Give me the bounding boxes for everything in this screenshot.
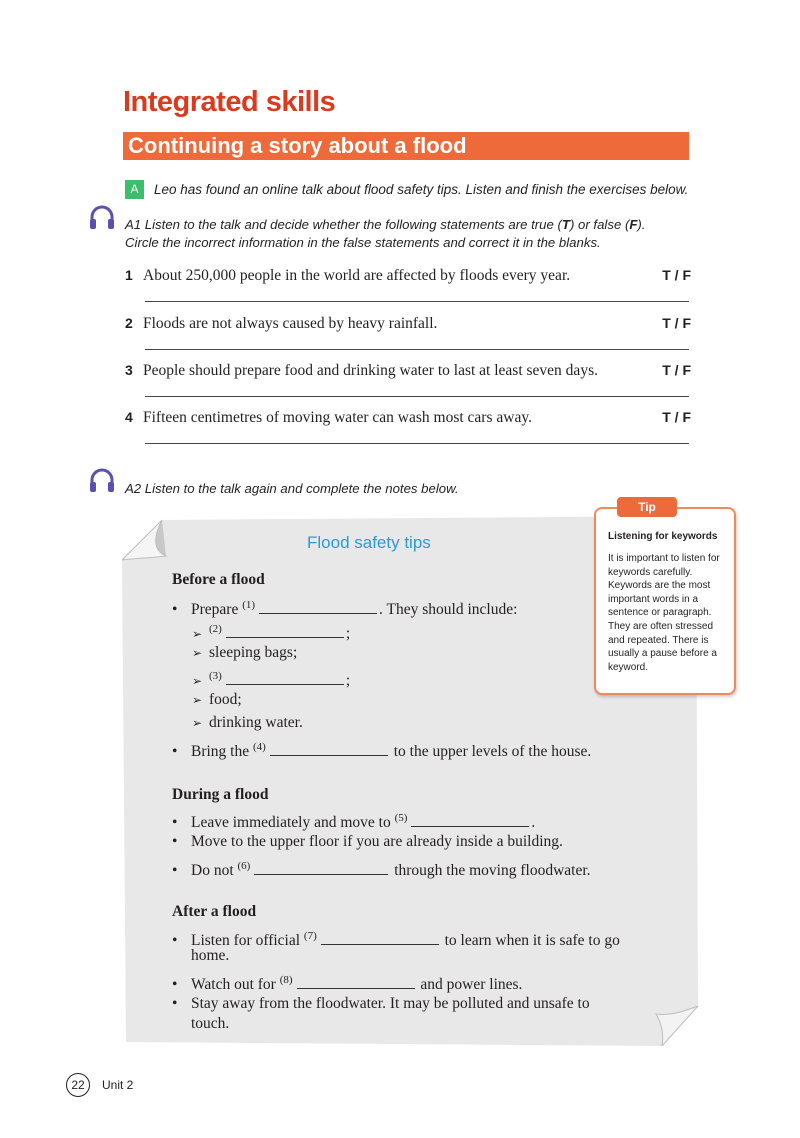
- section-subtitle: Continuing a story about a flood: [128, 133, 467, 158]
- note-watch: • Watch out for $^{(8)}$ and power lines.: [172, 974, 523, 993]
- true-false-choice[interactable]: T / F: [662, 409, 691, 425]
- answer-line[interactable]: [145, 396, 689, 397]
- before-flood-heading: Before a flood: [172, 571, 265, 588]
- blank-6[interactable]: [254, 862, 388, 875]
- sub-item-2: ➢ $^{(2)}$ ;: [192, 623, 351, 642]
- section-a-intro: [125, 180, 688, 199]
- headphones-icon: [88, 205, 116, 231]
- blank-3[interactable]: [226, 672, 344, 685]
- section-badge: A: [125, 180, 144, 199]
- blank-2[interactable]: [226, 625, 344, 638]
- note-stay-away: • Stay away from the floodwater. It may be polluted and unsafe to: [172, 995, 590, 1012]
- true-false-choice[interactable]: T / F: [662, 362, 691, 378]
- blank-4[interactable]: [270, 743, 388, 756]
- tip-label: Tip: [617, 497, 677, 517]
- a2-instruction: A2 Listen to the talk again and complete the notes below.: [125, 481, 459, 496]
- blank-1[interactable]: [259, 601, 377, 614]
- statement-text: People should prepare food and drinking water to last at least seven days.: [143, 362, 598, 379]
- answer-line[interactable]: [145, 443, 689, 444]
- unit-label: Unit 2: [102, 1078, 134, 1092]
- sub-item-food: ➢ food;: [192, 691, 242, 708]
- note-listen-cont: home.: [191, 947, 230, 964]
- during-flood-heading: During a flood: [172, 786, 269, 803]
- statement-number: 3: [125, 362, 133, 378]
- statement-number: 2: [125, 315, 133, 331]
- headphones-icon: [88, 468, 116, 494]
- blank-8[interactable]: [297, 976, 415, 989]
- statement-number: 4: [125, 409, 133, 425]
- note-do-not: • Do not $^{(6)}$ through the moving floodwater.: [172, 860, 591, 879]
- blank-7[interactable]: [321, 932, 439, 945]
- sub-item-drinking-water: ➢ drinking water.: [192, 714, 303, 731]
- section-a-instruction: Leo has found an online talk about flood safety tips. Listen and finish the exercises below.: [154, 182, 689, 197]
- sub-item-sleeping-bags: ➢ sleeping bags;: [192, 644, 298, 661]
- answer-line[interactable]: [145, 349, 689, 350]
- answer-line[interactable]: [145, 301, 689, 302]
- true-marker: T: [561, 217, 570, 232]
- note-bring: • Bring the $^{(4)}$ to the upper levels of the house.: [172, 741, 592, 760]
- statement-text: Floods are not always caused by heavy rainfall.: [143, 315, 438, 332]
- subtitle-bar: [123, 132, 689, 160]
- false-marker: F: [629, 217, 638, 232]
- note-prepare: • Prepare $^{(1)}$ . They should include:: [172, 599, 518, 618]
- sub-item-3: ➢ $^{(3)}$ ;: [192, 670, 351, 689]
- notes-title: Flood safety tips: [307, 533, 431, 552]
- note-listen: • Listen for official $^{(7)}$ to learn when it is safe to go: [172, 930, 620, 949]
- statement-text: About 250,000 people in the world are affected by floods every year.: [143, 267, 571, 284]
- statement-number: 1: [125, 267, 133, 283]
- tip-text: It is important to listen for keywords carefully. Keywords are the most important words in a sentence or paragraph. They are often stressed and repeated. There is usually a pause before a keyword.: [608, 553, 720, 673]
- page-title: Integrated skills: [123, 86, 336, 118]
- true-false-choice[interactable]: T / F: [662, 267, 691, 283]
- note-stay-away-cont: touch.: [191, 1015, 230, 1032]
- tip-title: Listening for keywords: [608, 531, 718, 542]
- after-flood-heading: After a flood: [172, 903, 257, 920]
- note-move-upper: • Move to the upper floor if you are already inside a building.: [172, 833, 563, 850]
- note-leave: • Leave immediately and move to $^{(5)}$ .: [172, 812, 536, 831]
- blank-5[interactable]: [411, 814, 529, 827]
- page-number: 22: [66, 1073, 90, 1097]
- a1-instruction: A1 Listen to the talk and decide whether the following statements are true (T) or false (F). Circle the incorrect information in the false statements and correct it in the blanks.: [125, 217, 646, 250]
- statement-text: Fifteen centimetres of moving water can wash most cars away.: [143, 409, 532, 426]
- true-false-choice[interactable]: T / F: [662, 315, 691, 331]
